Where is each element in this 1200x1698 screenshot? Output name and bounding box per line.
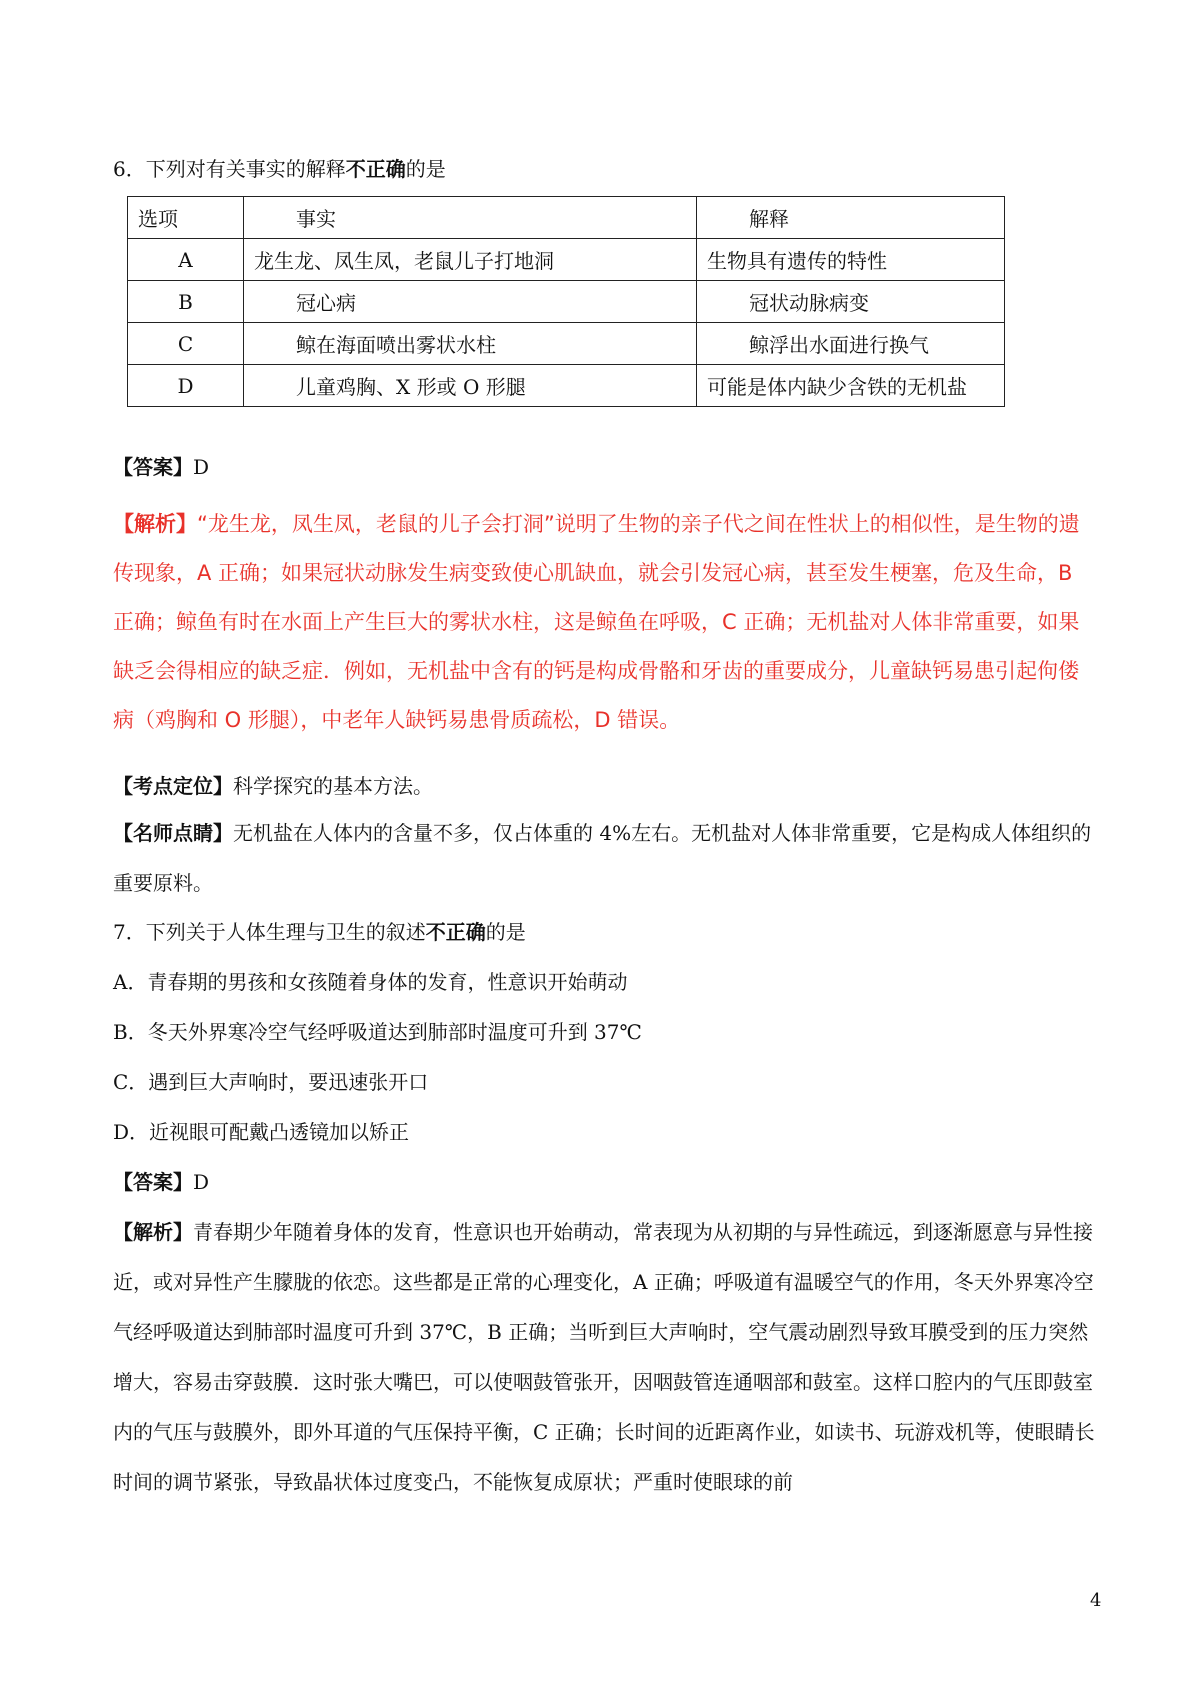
question-6-suffix: 的是 [405, 157, 446, 181]
table-row [128, 281, 1005, 323]
option-b: B．冬天外界寒冷空气经呼吸道达到肺部时温度可升到 37℃ [113, 1020, 642, 1044]
question-6-stem [113, 144, 1093, 194]
row-c-option: C [128, 323, 244, 365]
question-6-prefix: 6．下列对有关事实的解释 [113, 157, 346, 181]
row-c-fact: 鲸在海面喷出雾状水柱 [244, 323, 697, 365]
row-a-fact: 龙生龙、凤生凤，老鼠儿子打地洞 [244, 239, 697, 281]
question-7-stem [113, 907, 1093, 957]
question-6-point [113, 761, 1093, 811]
row-c-explanation: 鲸浮出水面进行换气 [697, 323, 1005, 365]
answer-tag: 【答案】 [113, 1170, 193, 1194]
question-6-answer [113, 442, 1093, 492]
point-text: 科学探究的基本方法。 [233, 774, 433, 798]
tip-text: 无机盐在人体内的含量不多，仅占体重的 4%左右。无机盐对人体非常重要，它是构成人体组织的重要原料。 [113, 821, 1092, 895]
table-header-row [128, 197, 1005, 239]
option-a: A．青春期的男孩和女孩随着身体的发育，性意识开始萌动 [113, 970, 628, 994]
row-b-fact: 冠心病 [244, 281, 697, 323]
row-d-fact: 儿童鸡胸、X 形或 O 形腿 [244, 365, 697, 407]
analysis-text: “龙生龙，凤生凤，老鼠的儿子会打洞”说明了生物的亲子代之间在性状上的相似性，是生物的遗传现象，A 正确；如果冠状动脉发生病变致使心肌缺血，就会引发冠心病，甚至发生梗塞，危及生命，B 正确；鲸鱼有时在水面上产生巨大的雾状水柱，这是鲸鱼在呼吸，C 正确；无机盐对人体非常重要，如果缺乏会得相应的缺乏症．例如，无机盐中含有的钙是构成骨骼和牙齿的重要成分，儿童缺钙易患引起佝偻病（鸡胸和 O 形腿），中老年人缺钙易患骨质疏松，D 错误。 [113, 512, 1080, 732]
question-6-analysis [113, 500, 1098, 745]
question-6-tip [113, 808, 1098, 908]
answer-value: D [193, 455, 210, 479]
facts-table [127, 196, 1005, 407]
tip-tag: 【名师点睛】 [113, 821, 233, 845]
analysis-tag: 【解析】 [113, 512, 197, 536]
table-row [128, 239, 1005, 281]
option-d: D．近视眼可配戴凸透镜加以矫正 [113, 1120, 410, 1144]
table-row [128, 323, 1005, 365]
header-option: 选项 [128, 197, 244, 239]
row-b-explanation: 冠状动脉病变 [697, 281, 1005, 323]
answer-value: D [193, 1170, 210, 1194]
row-d-option: D [128, 365, 244, 407]
question-7-prefix: 7．下列关于人体生理与卫生的叙述 [113, 920, 426, 944]
question-6-emphasis: 不正确 [345, 157, 406, 181]
row-a-option: A [128, 239, 244, 281]
question-7-analysis [113, 1207, 1098, 1507]
row-a-explanation: 生物具有遗传的特性 [697, 239, 1005, 281]
question-7-answer [113, 1157, 1093, 1207]
row-b-option: B [128, 281, 244, 323]
table-row [128, 365, 1005, 407]
option-c: C．遇到巨大声响时，要迅速张开口 [113, 1070, 429, 1094]
row-d-explanation: 可能是体内缺少含铁的无机盐 [697, 365, 1005, 407]
header-explanation: 解释 [697, 197, 1005, 239]
header-fact: 事实 [244, 197, 697, 239]
question-7-emphasis: 不正确 [425, 920, 486, 944]
page-number: 4 [1090, 1590, 1102, 1611]
point-tag: 【考点定位】 [113, 774, 233, 798]
answer-tag: 【答案】 [113, 455, 193, 479]
analysis-tag: 【解析】 [113, 1220, 193, 1244]
analysis-text: 青春期少年随着身体的发育，性意识也开始萌动，常表现为从初期的与异性疏远，到逐渐愿意与异性接近，或对异性产生朦胧的依恋。这些都是正常的心理变化，A 正确；呼吸道有温暖空气的作用，冬天外界寒冷空气经呼吸道达到肺部时温度可升到 37℃，B 正确；当听到巨大声响时，空气震动剧烈导致耳膜受到的压力突然增大，容易击穿鼓膜．这时张大嘴巴，可以使咽鼓管张开，因咽鼓管连通咽部和鼓室。这样口腔内的气压即鼓室内的气压与鼓膜外，即外耳道的气压保持平衡，C 正确；长时间的近距离作业，如读书、玩游戏机等，使眼睛长时间的调节紧张，导致晶状体过度变凸，不能恢复成原状；严重时使眼球的前 [113, 1220, 1095, 1494]
question-7-suffix: 的是 [485, 920, 526, 944]
